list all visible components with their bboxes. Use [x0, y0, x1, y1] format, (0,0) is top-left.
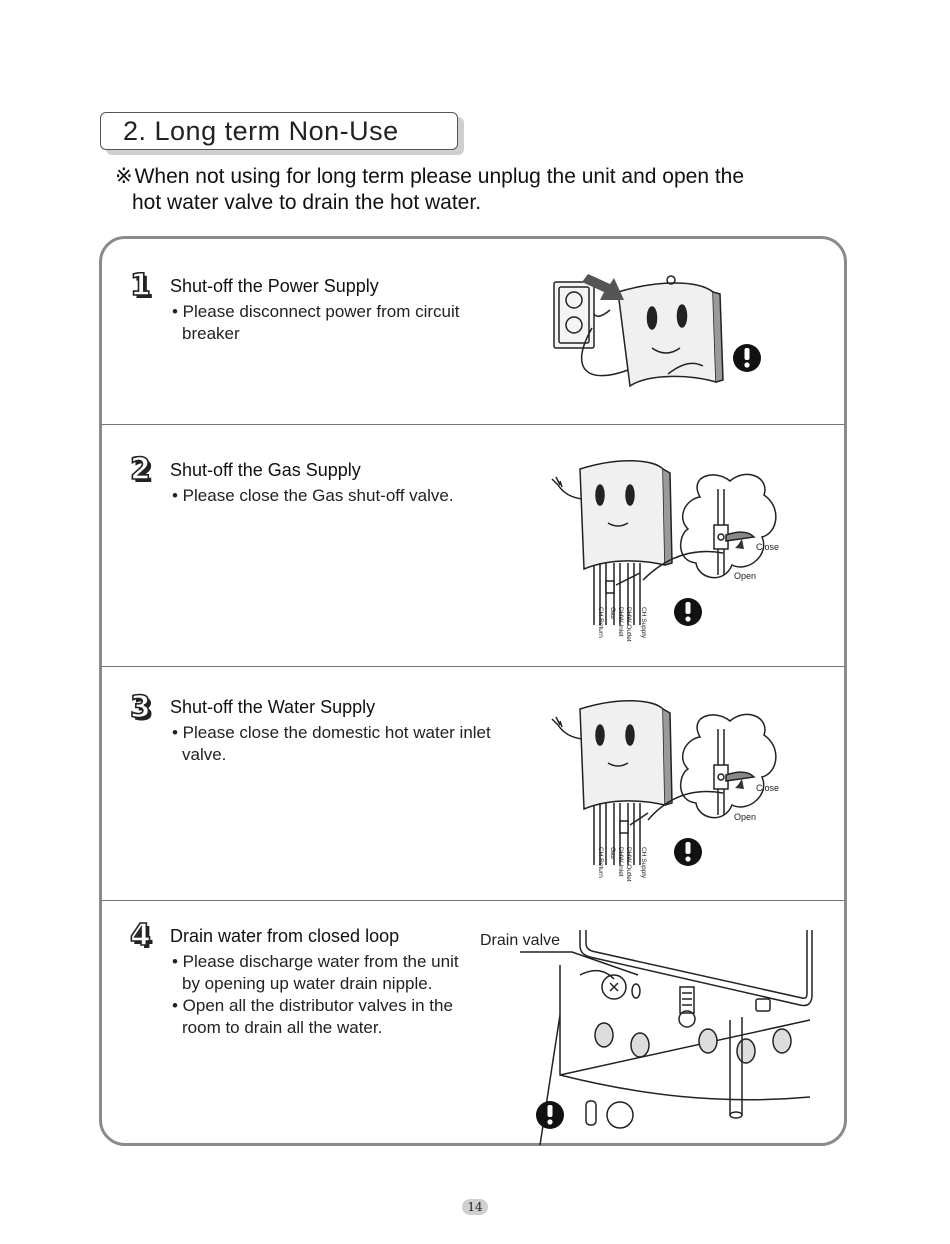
- step-1-number: 1: [130, 268, 151, 303]
- close-label: Close: [756, 542, 780, 552]
- step-3-number: 3: [130, 690, 151, 725]
- gas-valve-illustration: [548, 455, 788, 655]
- close-label: Close: [756, 783, 780, 793]
- pipe-label: Gas: [609, 607, 616, 619]
- pipe-label: CH Return: [597, 847, 604, 878]
- pipe-label: CH Supply: [640, 607, 647, 639]
- pipe-label: DHW Inlet: [617, 847, 624, 877]
- pipe-label: DHW Outlet: [625, 607, 632, 642]
- step-divider: [101, 424, 845, 425]
- drain-valve-label: Drain valve: [480, 932, 561, 949]
- step-2-number: 2: [130, 452, 151, 487]
- step-4-bullet: • Please discharge water from the unit by opening up water drain nipple.: [172, 952, 459, 993]
- drain-illustration: [520, 925, 830, 1145]
- pipe-label: DHW Inlet: [617, 607, 624, 637]
- notice-line-1: When not using for long term please unplug the unit and open the: [134, 165, 745, 188]
- step-1-bullet: • Please disconnect power from circuit breaker: [172, 302, 460, 343]
- step-2-body: [172, 485, 502, 507]
- section-title-tab: [100, 112, 458, 150]
- step-1-title: Shut-off the Power Supply: [170, 276, 379, 296]
- unplug-illustration: [548, 270, 788, 420]
- step-divider: [101, 666, 845, 667]
- pipe-label: DHW Outlet: [625, 847, 632, 882]
- open-label: Open: [734, 812, 757, 822]
- step-4-number: 4: [130, 918, 151, 953]
- notice-text: [115, 164, 835, 216]
- pipe-label: Gas: [609, 847, 616, 859]
- exclamation-icon: [674, 838, 702, 866]
- exclamation-icon: [733, 344, 761, 372]
- section-title: 2. Long term Non-Use: [123, 116, 399, 146]
- step-3-title: Shut-off the Water Supply: [170, 697, 376, 717]
- step-4-body: [172, 951, 472, 1039]
- step-4-bullet: • Open all the distributor valves in the room to drain all the water.: [172, 996, 453, 1037]
- step-3-body: [172, 722, 502, 766]
- step-2-bullet: • Please close the Gas shut-off valve.: [172, 486, 454, 505]
- pipe-label: CH Return: [597, 607, 604, 638]
- open-label: Open: [734, 571, 757, 581]
- step-4-title: Drain water from closed loop: [170, 926, 400, 946]
- water-valve-illustration: [548, 695, 788, 895]
- exclamation-icon: [536, 1101, 564, 1129]
- page-number: 14: [462, 1199, 488, 1215]
- pipe-label: CH Supply: [640, 847, 647, 879]
- exclamation-icon: [674, 598, 702, 626]
- step-1-body: [172, 301, 502, 345]
- notice-mark: ※: [115, 165, 133, 188]
- step-divider: [101, 900, 845, 901]
- step-2-title: Shut-off the Gas Supply: [170, 460, 361, 480]
- notice-line-2: hot water valve to drain the hot water.: [132, 191, 482, 214]
- step-3-bullet: • Please close the domestic hot water inlet valve.: [172, 723, 491, 764]
